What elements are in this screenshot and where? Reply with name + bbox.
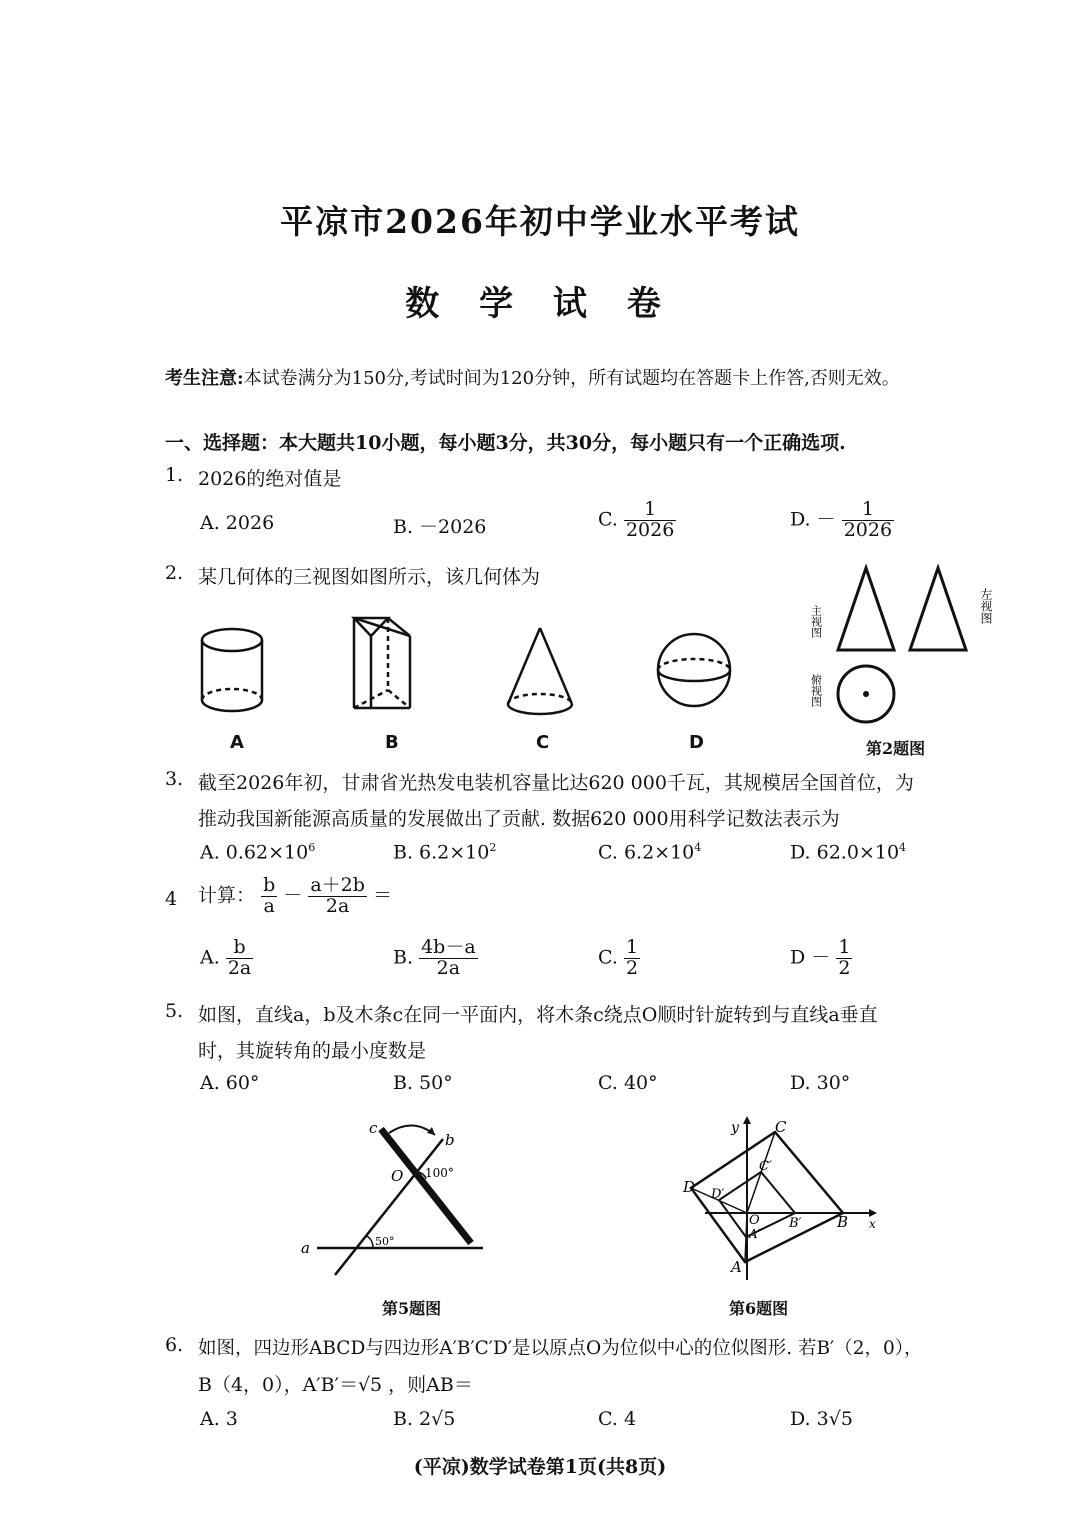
label-y: y [731,1120,739,1136]
exam-subtitle: 数 学 试 卷 [405,284,675,324]
top-view-center-dot [863,691,869,697]
q2-three-views-figure [810,560,1005,730]
q6-caption: 第6题图 [729,1299,789,1318]
q3-option-b [393,841,496,863]
q6-number: 6. [165,1334,184,1356]
fraction-denominator: 2 [838,956,851,979]
label-x: x [869,1217,876,1231]
side-view-triangle [910,568,966,650]
label-A: A [731,1258,742,1276]
q4-option-a-fraction [226,938,253,979]
q3-option-d-exp: 4 [899,841,907,854]
q6-line2: B（4，0），A′B′＝√5 ，则AB＝ [198,1374,473,1396]
q5-line1: 如图，直线a，b及木条c在同一平面内，将木条c绕点O顺时针旋转到与直线a垂直 [198,1004,878,1026]
q1-option-d-prefix: D. － [790,508,836,531]
label-D: D [683,1178,696,1196]
q3-option-a [200,841,315,863]
q6-figure [665,1110,885,1285]
q3-option-a-exp: 6 [308,841,316,854]
y-axis-arrow [743,1116,751,1124]
q2-label-d: D [689,732,704,753]
label-b: b [445,1131,455,1149]
q6-option-c: C. 4 [598,1408,637,1430]
label-angle-50: 50° [375,1235,395,1248]
angle-arc-50 [367,1236,373,1248]
q4-option-c-prefix: C. [598,946,618,969]
label-B-prime: B′ [789,1216,802,1231]
q3-line1: 截至2026年初，甘肃省光热发电装机容量比达620 000千瓦，其规模居全国首位，为 [198,772,914,794]
q6-option-d: D. 3√5 [790,1408,853,1430]
q4-option-d-fraction [836,938,852,979]
q5-line2: 时，其旋转角的最小度数是 [198,1040,427,1062]
q3-option-b-exp: 2 [489,841,497,854]
label-A-prime: A′ [749,1227,761,1241]
q1-option-d [790,500,894,541]
rotation-arrow [389,1125,435,1135]
label-C: C [775,1118,787,1136]
fraction-denominator: 2 [625,956,639,979]
q5-option-d: D. 30° [790,1072,851,1094]
q4-option-d-prefix: D － [790,946,831,969]
fraction-numerator: 1 [625,936,639,958]
q4-option-c-fraction [624,938,640,979]
q4-option-c [598,938,640,979]
q4-minus-sign: － [283,884,303,907]
q5-number: 5. [165,1000,184,1022]
fraction-numerator: 1 [842,500,894,521]
exam-title: 平凉市2026年初中学业水平考试 [280,202,800,241]
q3-option-b-base: B. 6.2×10 [393,841,490,864]
fraction-denominator: 2026 [843,518,893,541]
q2-stem: 某几何体的三视图如图所示，该几何体为 [198,566,541,588]
q1-option-b: B. －2026 [393,516,487,538]
notice-text: 本试卷满分为150分,考试时间为120分钟，所有试题均在答题卡上作答,否则无效。 [243,368,900,389]
q3-number: 3. [165,768,184,790]
q3-option-c-exp: 4 [694,841,702,854]
cylinder-solid [202,629,262,711]
q4-number: 4 [165,888,178,910]
q3-option-a-base: A. 0.62×10 [200,841,309,864]
fraction-numerator: 1 [838,936,851,958]
q2-number: 2. [165,562,184,584]
q5-option-b: B. 50° [393,1072,453,1094]
sphere-solid [658,634,730,706]
x-axis-arrow [869,1209,877,1217]
q1-option-d-fraction [842,500,894,541]
q6-option-a: A. 3 [200,1408,238,1430]
fraction-numerator: 1 [624,500,676,521]
q4-fraction-2 [308,876,367,917]
prism-solid [354,618,410,708]
label-C-prime: C′ [759,1159,772,1174]
q4-equals-sign: ＝ [372,884,392,907]
notice-label: 考生注意: [165,368,244,389]
q1-stem: 2026的绝对值是 [198,468,342,490]
fraction-denominator: a [263,894,275,917]
q2-label-c: C [536,732,550,753]
q3-option-d-base: D. 62.0×10 [790,841,900,864]
line-b [335,1139,443,1275]
label-O: O [749,1213,760,1228]
q4-stem [198,876,392,917]
top-view-label: 俯视图 [810,674,823,707]
fraction-numerator: b [226,938,253,959]
q1-option-c [598,500,676,541]
label-angle-100: 100° [425,1166,454,1180]
fraction-denominator: 2026 [625,518,675,541]
q5-option-c: C. 40° [598,1072,658,1094]
q4-stem-text: 计算： [198,884,256,907]
q6-line1: 如图，四边形ABCD与四边形A′B′C′D′是以原点O为位似中心的位似图形. 若B′（2，0）， [198,1338,923,1359]
fraction-denominator: 2a [227,956,252,979]
q4-option-a [200,938,253,979]
q2-solids-figure [180,600,780,725]
cone-solid [508,628,572,714]
label-D-prime: D′ [711,1187,725,1202]
q1-option-c-fraction [624,500,676,541]
q4-option-a-prefix: A. [200,946,220,969]
q3-line2: 推动我国新能源高质量的发展做出了贡献. 数据620 000用科学记数法表示为 [198,808,840,830]
section-heading: 一、选择题：本大题共10小题，每小题3分，共30分，每小题只有一个正确选项. [165,432,846,454]
front-view-label: 主视图 [810,605,823,638]
q3-option-d [790,841,906,863]
label-o: O [391,1167,404,1185]
q1-option-c-prefix: C. [598,508,618,531]
q4-option-d [790,938,852,979]
fraction-denominator: 2a [436,956,461,979]
fraction-denominator: 2a [325,894,350,917]
q4-option-b-fraction [419,938,478,979]
q5-option-a: A. 60° [200,1072,260,1094]
q4-option-b [393,938,478,979]
q3-option-c-base: C. 6.2×10 [598,841,695,864]
label-B: B [837,1213,849,1231]
q2-label-a: A [230,732,244,753]
q4-fraction-1 [261,876,277,917]
front-view-triangle [838,568,894,650]
q5-figure [295,1115,495,1285]
q6-option-b: B. 2√5 [393,1408,456,1430]
fraction-numerator: a＋2b [310,874,365,896]
page-footer: (平凉)数学试卷第1页(共8页) [413,1456,667,1478]
stick-c [381,1129,471,1243]
q5-caption: 第5题图 [382,1299,442,1318]
q4-option-b-prefix: B. [393,946,414,969]
label-c: c [369,1119,378,1137]
candidate-notice [165,364,900,390]
q1-number: 1. [165,464,184,486]
fraction-numerator: b [263,874,276,896]
fraction-numerator: 4b－a [421,936,476,958]
q3-option-c [598,841,701,863]
side-view-label: 左视图 [979,588,993,624]
q1-option-a: A. 2026 [200,512,275,534]
label-a: a [301,1239,310,1257]
q2-caption: 第2题图 [866,739,926,758]
q2-label-b: B [385,732,399,753]
